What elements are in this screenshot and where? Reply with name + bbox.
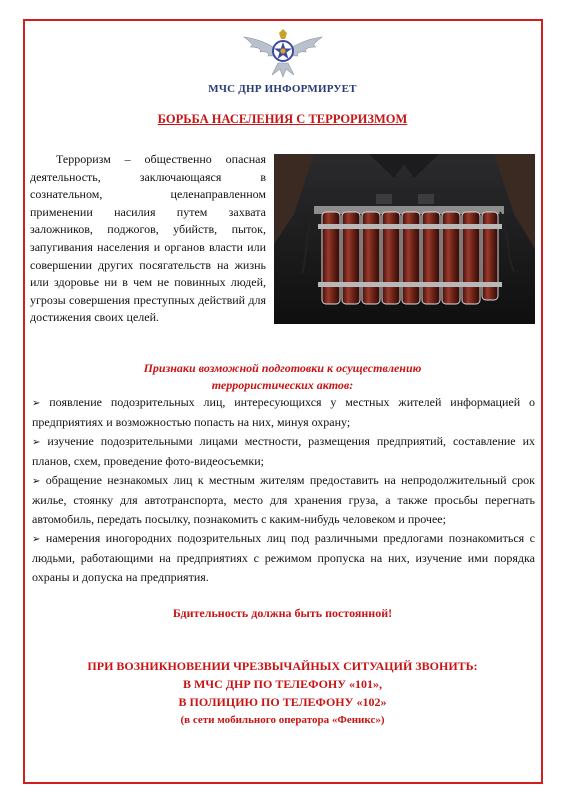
signs-heading-line-2: террористических актов: [211,378,354,392]
list-item: ➢ изучение подозрительными лицами местности, размещения предприятий, составление их планов, схем, проведение фото-видеосъемки; [32,434,536,468]
signs-heading [0,360,565,394]
org-heading: МЧС ДНР ИНФОРМИРУЕТ [208,83,357,95]
intro-text: Терроризм – общественно опасная деятельность, заключающаяся в сознательном, целенаправленном применении насилия путем захвата заложников, поджогов, убийств, пыток, запугивания населения и органов власти или совершении других посягательств на жизнь или здоровье ни в чем не повинных людей, угрозы совершения преступных действий для достижения своих целей. [30,152,266,325]
emergency-line-3: В ПОЛИЦИЮ ПО ТЕЛЕФОНУ «102» [178,695,387,709]
arrow-bullet-icon: ➢ [32,534,41,545]
list-item: ➢ обращение незнакомых лиц к местным жителям предоставить на непродолжительный срок жилье, стоянку для автотранспорта, место для хранения груза, а также просьбы перегнать автомобиль, передать посылку, познакомить с каким-нибудь человеком и прочее; [32,473,535,526]
page-title: БОРЬБА НАСЕЛЕНИЯ С ТЕРРОРИЗМОМ [157,112,408,126]
emergency-line-4: (в сети мобильного оператора «Феникс») [180,714,385,726]
terrorist-explosive-belt-photo [274,154,535,324]
arrow-bullet-icon: ➢ [32,476,41,487]
emergency-contacts [0,657,565,729]
emergency-ministry-emblem [238,27,328,79]
signs-heading-line-1: Признаки возможной подготовки к осуществлению [143,361,422,375]
emergency-line-2: В МЧС ДНР ПО ТЕЛЕФОНУ «101», [182,677,383,691]
signs-list [32,393,535,587]
list-item: ➢ появление подозрительных лиц, интересующихся у местных жителей информацией о предприятиях и возможностью попасть на них, минуя охрану; [32,395,536,429]
arrow-bullet-icon: ➢ [32,398,41,409]
emergency-line-1: ПРИ ВОЗНИКНОВЕНИИ ЧРЕЗВЫЧАЙНЫХ СИТУАЦИЙ ЗВОНИТЬ: [87,659,478,673]
intro-paragraph [30,151,266,327]
arrow-bullet-icon: ➢ [32,437,41,448]
list-item: ➢ намерения иногородних подозрительных лиц под различными предлогами познакомиться с людьми, работающими на предприятиях с режимом пропуска на них, изучение ими порядка охраны и допуска на предприятия. [32,531,536,584]
vigilance-notice: Бдительность должна быть постоянной! [172,606,393,620]
